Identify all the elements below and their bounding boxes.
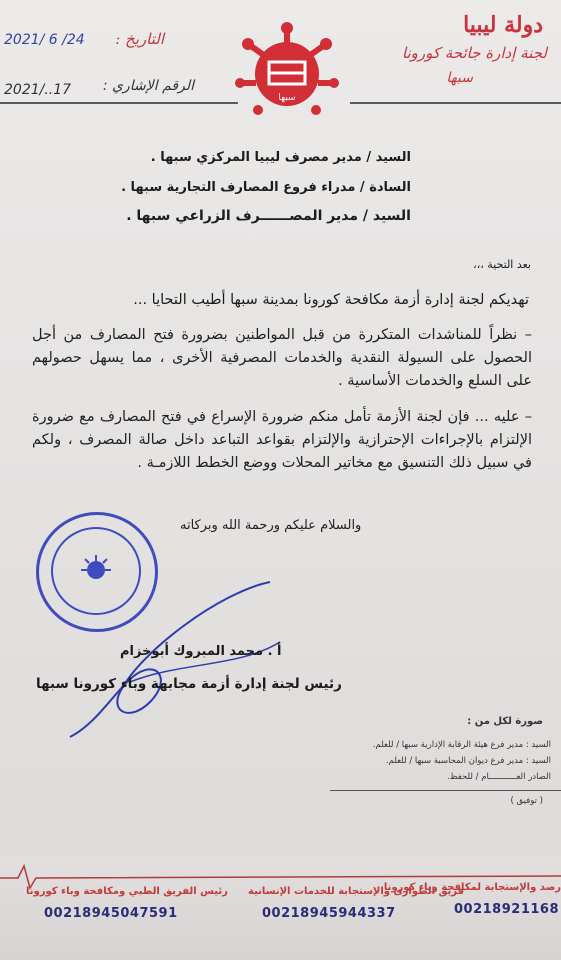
committee-name: لجنة إدارة جائحة كورونا bbox=[401, 44, 547, 62]
header-divider-right bbox=[350, 102, 561, 104]
recipient-2: السادة / مدراء فروع المصارف التجارية سبها . bbox=[121, 180, 411, 195]
cc-item-3: الصادر العـــــــــــام / للحفظ. bbox=[446, 772, 551, 782]
state-name: دولة ليبيا bbox=[463, 12, 543, 38]
closing-line: والسلام عليكم ورحمة الله وبركاته bbox=[180, 518, 362, 533]
recipient-3: السيد / مدير المصــــــرف الزراعي سبها . bbox=[126, 208, 411, 224]
paragraph-1: – نظراً للمناشدات المتكررة من قبل المواطنين بضرورة فتح المصارف من أجل الحصول على السيولة النقدية والخدمات المصرفية الأخرى ، مما يسهل حصولهم على السلع والخدمات الأساسية . bbox=[32, 327, 532, 389]
header-divider-left bbox=[0, 102, 238, 104]
logo-caption: سبها bbox=[278, 93, 296, 103]
virus-logo bbox=[236, 22, 338, 122]
ref-value: 2021/..17 bbox=[4, 82, 72, 98]
intro-line: تهديكم لجنة إدارة أزمة مكافحة كورونا بمدينة سبها أطيب التحايا ... bbox=[133, 292, 529, 308]
footer-phone-2: 00218945944337 bbox=[262, 906, 396, 921]
ref-row bbox=[4, 78, 194, 100]
cc-heading: صورة لكل من : bbox=[467, 716, 543, 727]
footer-phone-1: 00218945047591 bbox=[44, 906, 178, 921]
committee-city: سبها bbox=[446, 70, 473, 86]
paragraph-2: – عليه ... فإن لجنة الأزمة تأمل منكم ضرورة الإسراع في فتح المصارف مع ضرورة الإلتزام بالإجراءات الإحترازية والإلتزام بقواعد التباعد داخل صالة المصرف ، ولكم في سبيل ذلك التنسيق مع مخاتير المحلات ووضع الخطط اللازمـة . bbox=[32, 409, 532, 471]
date-row bbox=[4, 30, 164, 52]
footer bbox=[0, 856, 561, 960]
signatory-name: أ . محمد المبروك أبوخزام bbox=[120, 644, 282, 659]
signatory-title: رئيس لجنة إدارة أزمة مجابهة وباء كورونا سبها bbox=[36, 676, 342, 692]
recipient-1: السيد / مدير مصرف ليبيا المركزي سبها . bbox=[150, 150, 411, 165]
footer-label-2: فريق الطوارئ والإستجابة للخدمات الإنسانية bbox=[248, 886, 465, 897]
date-label: التاريخ : bbox=[115, 30, 164, 48]
footer-label-1: رئيس الفريق الطبي ومكافحة وباء كورونا bbox=[26, 886, 228, 897]
footer-phone-3: 00218921168 bbox=[454, 902, 559, 917]
footer-label-3: رصد والإستجابة لمكافحة وباء كورونا bbox=[383, 882, 561, 893]
ref-label: الرقم الإشاري : bbox=[102, 78, 194, 94]
date-value: 2021/ 6 /24 bbox=[4, 32, 85, 48]
cc-item-2: السيد : مدير فرع ديوان المحاسبة سبها / للعلم. bbox=[385, 756, 551, 766]
cc-divider bbox=[330, 790, 561, 791]
greeting: بعد التحية ،،، bbox=[473, 258, 531, 271]
cc-item-1: السيد : مدير فرع هيئة الرقابة الإدارية سبها / للعلم. bbox=[372, 740, 551, 750]
cc-footnote: ( توفيق ) bbox=[510, 796, 543, 806]
